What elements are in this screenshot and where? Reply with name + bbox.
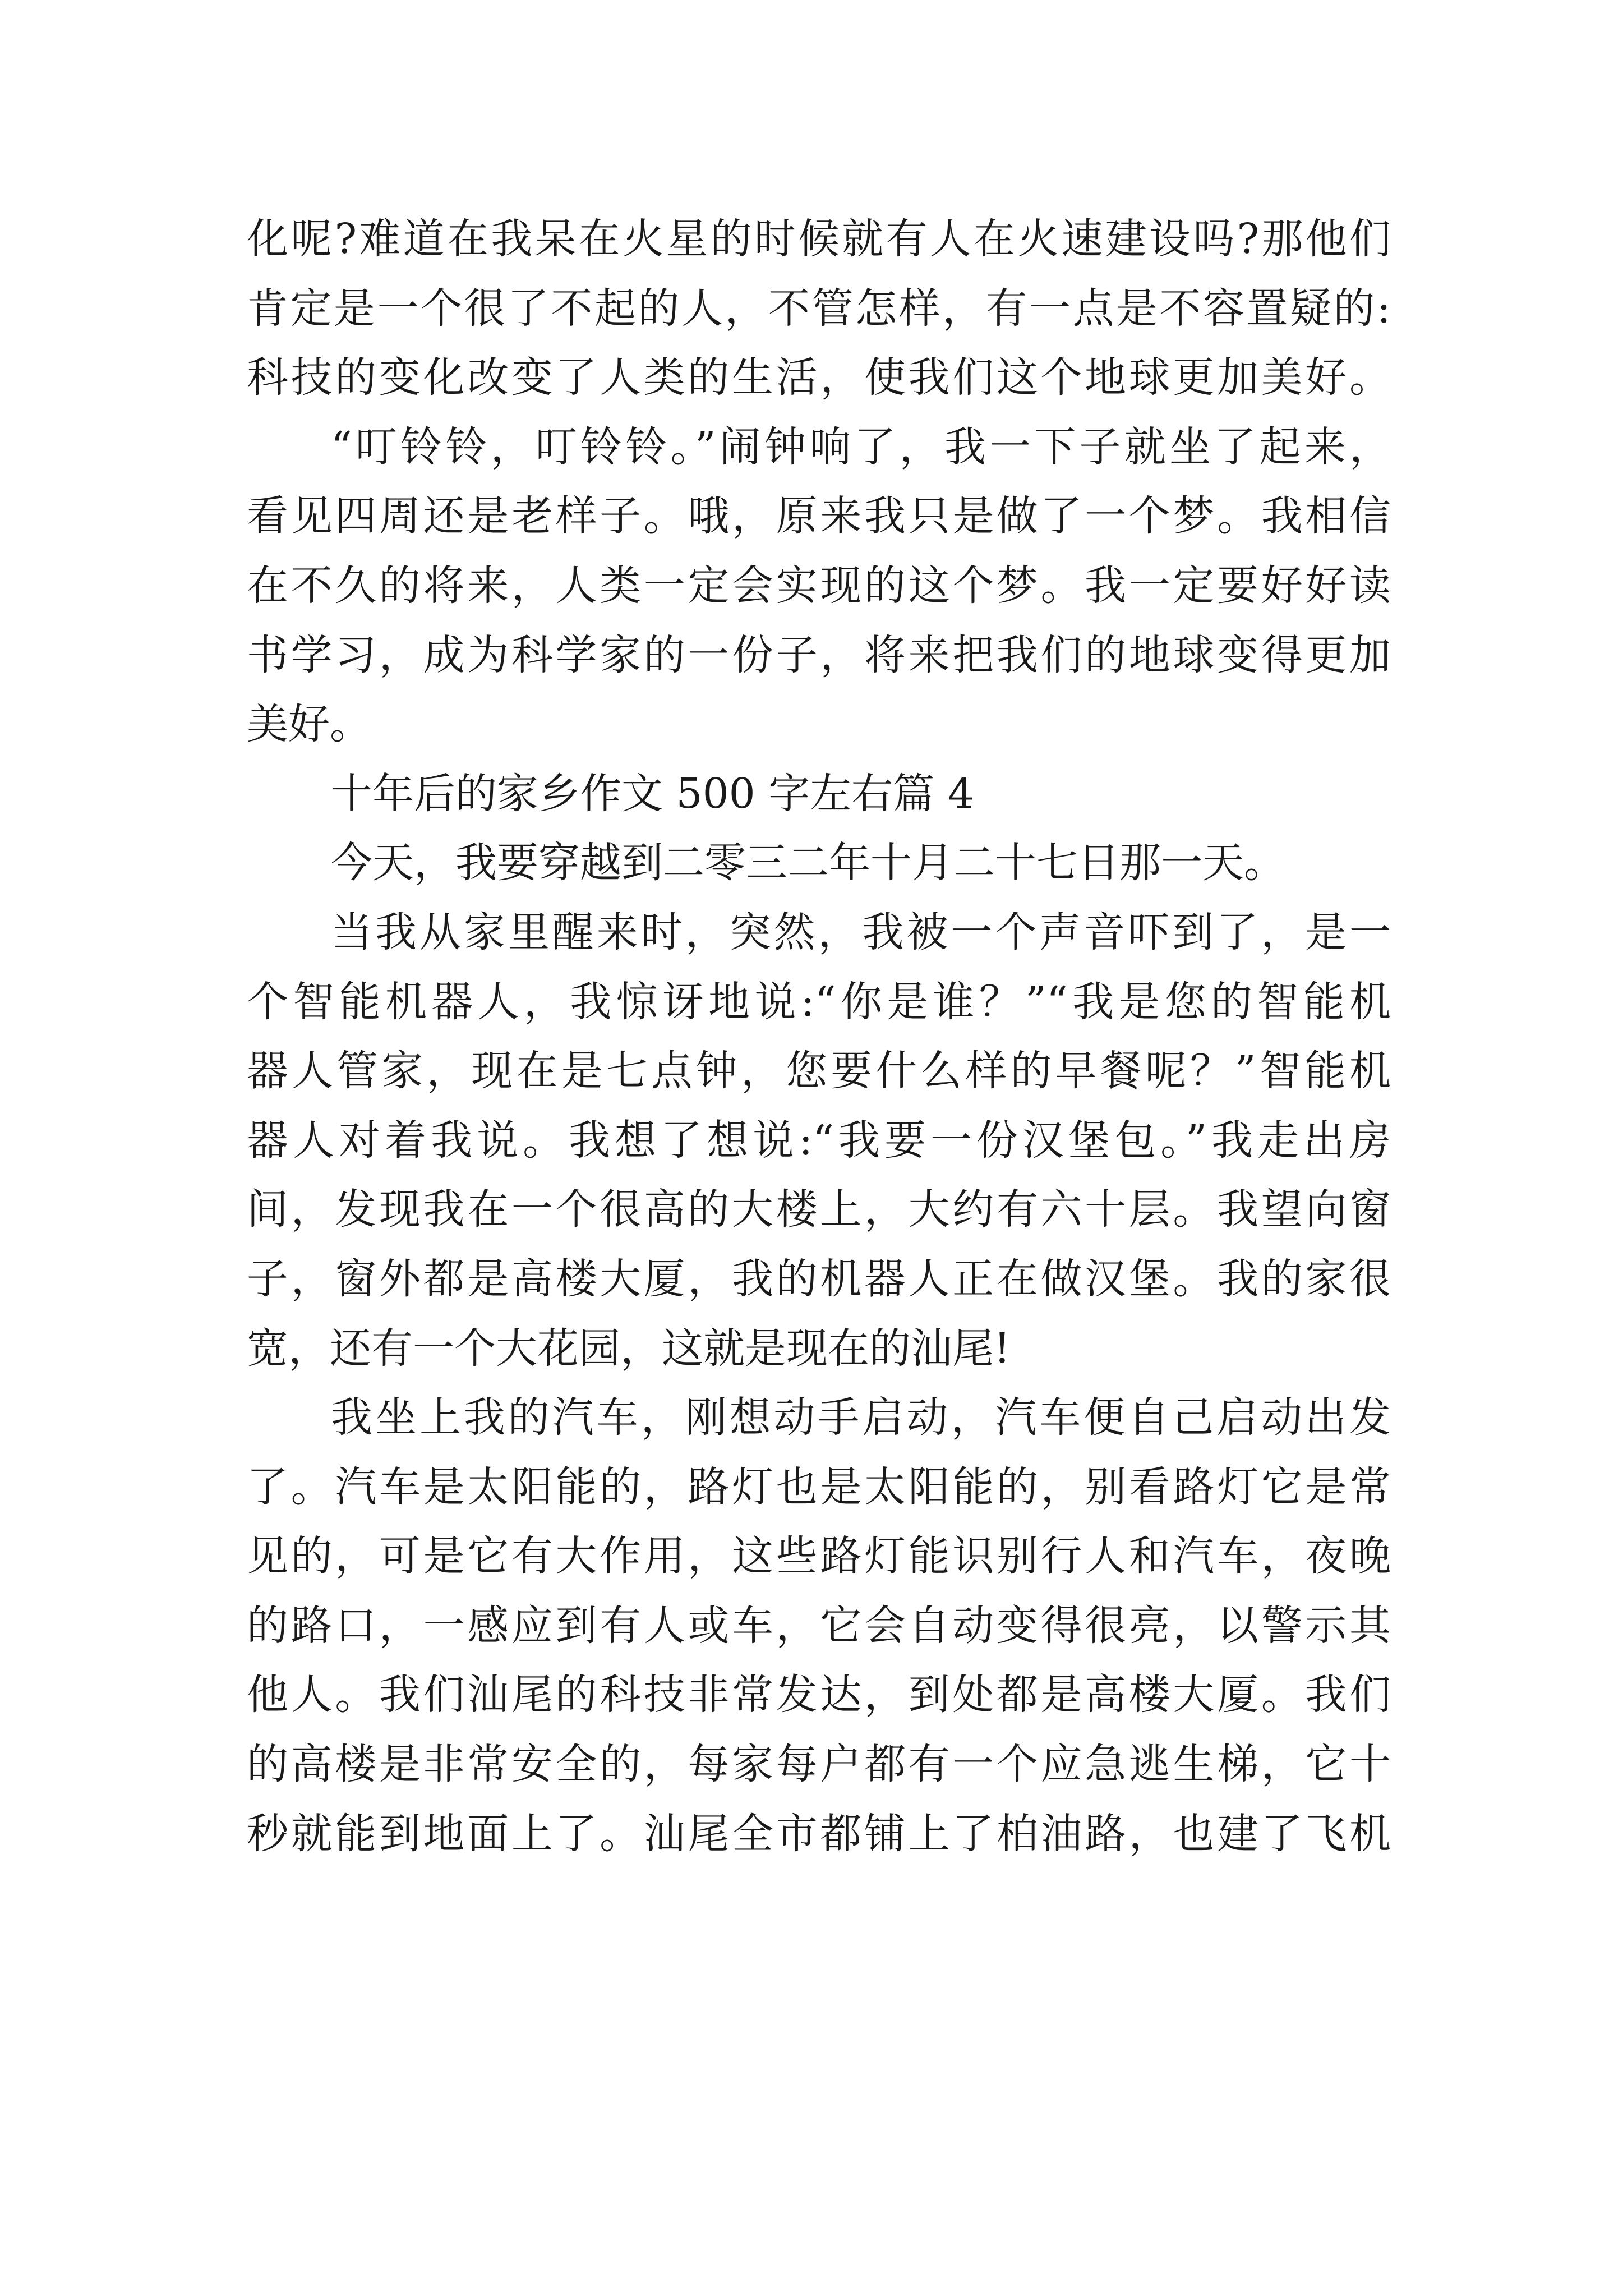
text-line: 肯定是一个很了不起的人，不管怎样，有一点是不容置疑的: — [247, 284, 1391, 333]
text-line: 秒就能到地面上了。汕尾全市都铺上了柏油路，也建了飞机 — [247, 1809, 1391, 1858]
text-line: 的路口，一感应到有人或车，它会自动变得很亮，以警示其 — [247, 1601, 1391, 1650]
text-line: 宽，还有一个大花园，这就是现在的汕尾! — [247, 1324, 1011, 1373]
paragraph-first-line: “叮铃铃，叮铃铃。”闹钟响了，我一下子就坐了起来， — [331, 422, 1391, 471]
text-line: 器人管家，现在是七点钟，您要什么样的早餐呢？”智能机 — [247, 1047, 1391, 1096]
paragraph-first-line: 我坐上我的汽车，刚想动手启动，汽车便自己启动出发 — [331, 1393, 1391, 1442]
text-line: 了。汽车是太阳能的，路灯也是太阳能的，别看路灯它是常 — [247, 1462, 1391, 1511]
text-line: 看见四周还是老样子。哦，原来我只是做了一个梦。我相信 — [247, 492, 1391, 541]
text-line: 美好。 — [247, 700, 371, 749]
text-line: 化呢?难道在我呆在火星的时候就有人在火速建设吗?那他们 — [247, 215, 1391, 263]
section-heading: 十年后的家乡作文 500 字左右篇 4 — [331, 769, 974, 818]
paragraph-first-line: 今天，我要穿越到二零三二年十月二十七日那一天。 — [331, 839, 1285, 887]
text-line: 的高楼是非常安全的，每家每户都有一个应急逃生梯，它十 — [247, 1740, 1391, 1789]
text-line: 在不久的将来，人类一定会实现的这个梦。我一定要好好读 — [247, 561, 1391, 610]
document-body — [247, 205, 1391, 1869]
text-line: 器人对着我说。我想了想说:“我要一份汉堡包。”我走出房 — [247, 1116, 1391, 1165]
text-line: 科技的变化改变了人类的生活，使我们这个地球更加美好。 — [247, 353, 1391, 402]
text-line: 他人。我们汕尾的科技非常发达，到处都是高楼大厦。我们 — [247, 1671, 1391, 1719]
text-line: 书学习，成为科学家的一份子，将来把我们的地球变得更加 — [247, 631, 1391, 679]
text-line: 个智能机器人，我惊讶地说:“你是谁？”“我是您的智能机 — [247, 977, 1391, 1026]
text-line: 子，窗外都是高楼大厦，我的机器人正在做汉堡。我的家很 — [247, 1254, 1391, 1303]
paragraph-first-line: 当我从家里醒来时，突然，我被一个声音吓到了，是一 — [331, 908, 1391, 956]
text-line: 见的，可是它有大作用，这些路灯能识别行人和汽车，夜晚 — [247, 1532, 1391, 1581]
text-line: 间，发现我在一个很高的大楼上，大约有六十层。我望向窗 — [247, 1185, 1391, 1234]
